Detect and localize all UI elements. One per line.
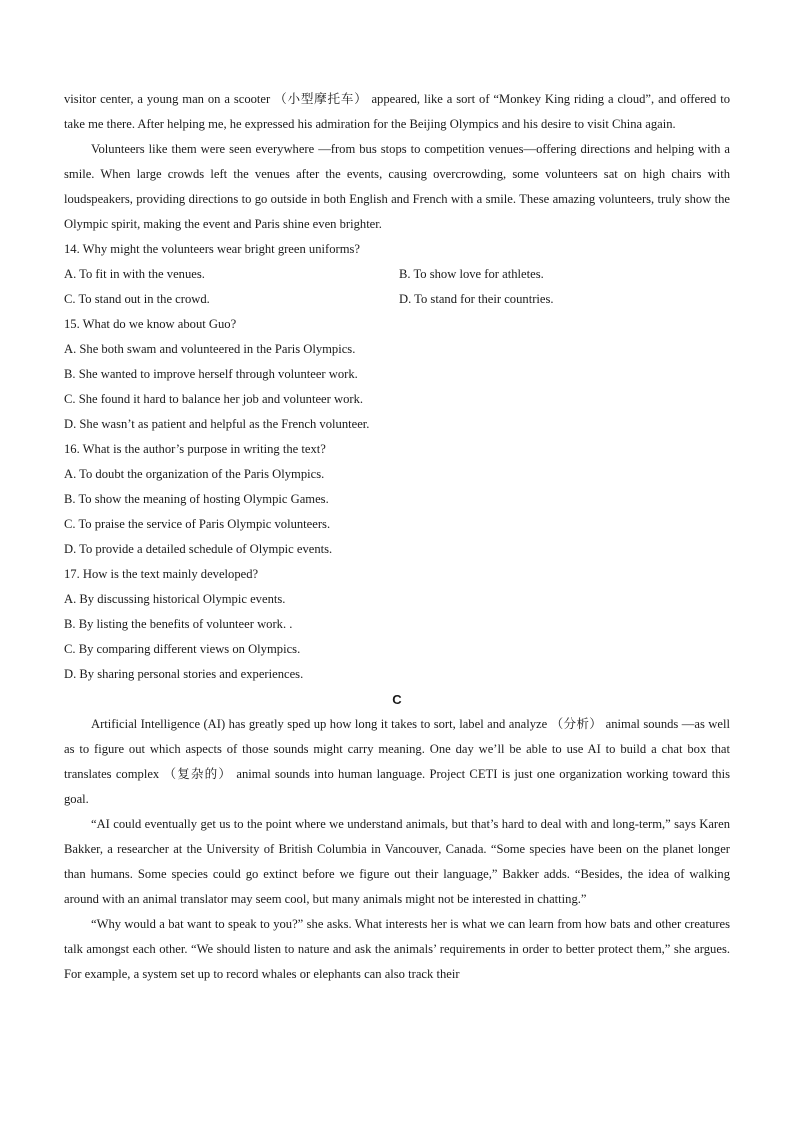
question-16-option-b: B. To show the meaning of hosting Olympic Games. — [64, 492, 329, 506]
passage-c-paragraph-1: Artificial Intelligence (AI) has greatly sped up how long it takes to sort, label and analyze （分析） animal sounds —as well as to figure out which aspects of those sounds might carry meaning. One day we’ll be able to use AI to build a chat box that translates complex （复杂的） animal sounds into human language. Project CETI is just one organization working toward this goal. — [64, 717, 730, 806]
question-16-option-a: A. To doubt the organization of the Paris Olympics. — [64, 467, 325, 481]
question-14-option-c: C. To stand out in the crowd. — [64, 292, 210, 306]
question-15-option-a: A. She both swam and volunteered in the Paris Olympics. — [64, 342, 356, 356]
passage-c-title: C — [392, 692, 402, 707]
question-17-option-b: B. By listing the benefits of volunteer work. . — [64, 617, 293, 631]
question-15-option-b: B. She wanted to improve herself through volunteer work. — [64, 367, 358, 381]
question-14-option-a: A. To fit in with the venues. — [64, 267, 205, 281]
page-content — [64, 87, 730, 987]
question-15-stem: 15. What do we know about Guo? — [64, 317, 237, 331]
question-17-option-d: D. By sharing personal stories and experiences. — [64, 667, 304, 681]
question-14-option-b: B. To show love for athletes. — [399, 267, 544, 281]
question-14-options-row-2 — [64, 287, 730, 312]
question-16-option-d: D. To provide a detailed schedule of Olympic events. — [64, 542, 333, 556]
question-17-option-c: C. By comparing different views on Olympics. — [64, 642, 301, 656]
question-17-option-a: A. By discussing historical Olympic events. — [64, 592, 286, 606]
question-15-option-c: C. She found it hard to balance her job and volunteer work. — [64, 392, 364, 406]
question-14-option-d: D. To stand for their countries. — [399, 292, 554, 306]
question-16-stem: 16. What is the author’s purpose in writing the text? — [64, 442, 326, 456]
passage-b-paragraph-2: Volunteers like them were seen everywhere —from bus stops to competition venues—offering directions and helping with a smile. When large crowds left the venues after the events, causing overcrowding, some volunteers sat on high chairs with loudspeakers, providing directions to go outside in both English and French with a smile. These amazing volunteers, truly show the Olympic spirit, making the event and Paris shine even brighter. — [64, 142, 730, 231]
passage-c-paragraph-2: “AI could eventually get us to the point where we understand animals, but that’s hard to deal with and long-term,” says Karen Bakker, a researcher at the University of British Columbia in Vancouver, Canada. “Some species have been on the planet longer than humans. Some species could go extinct before we figure out their language,” Bakker adds. “Besides, the idea of walking around with an animal translator may seem cool, but many animals might not be interested in chatting.” — [64, 817, 730, 906]
question-17-stem: 17. How is the text mainly developed? — [64, 567, 259, 581]
question-14-options-row-1 — [64, 262, 730, 287]
question-14-stem: 14. Why might the volunteers wear bright green uniforms? — [64, 242, 360, 256]
passage-b-paragraph-1: visitor center, a young man on a scooter （小型摩托车） appeared, like a sort of “Monkey King riding a cloud”, and offered to take me there. After helping me, he expressed his admiration for the Beijing Olympics and his desire to visit China again. — [64, 92, 730, 131]
question-15-option-d: D. She wasn’t as patient and helpful as the French volunteer. — [64, 417, 370, 431]
question-16-option-c: C. To praise the service of Paris Olympic volunteers. — [64, 517, 331, 531]
passage-c-paragraph-3: “Why would a bat want to speak to you?” she asks. What interests her is what we can learn from how bats and other creatures talk amongst each other. “We should listen to nature and ask the animals’ requirements in order to better protect them,” she argues. For example, a system set up to record whales or elephants can also track their — [64, 917, 730, 981]
